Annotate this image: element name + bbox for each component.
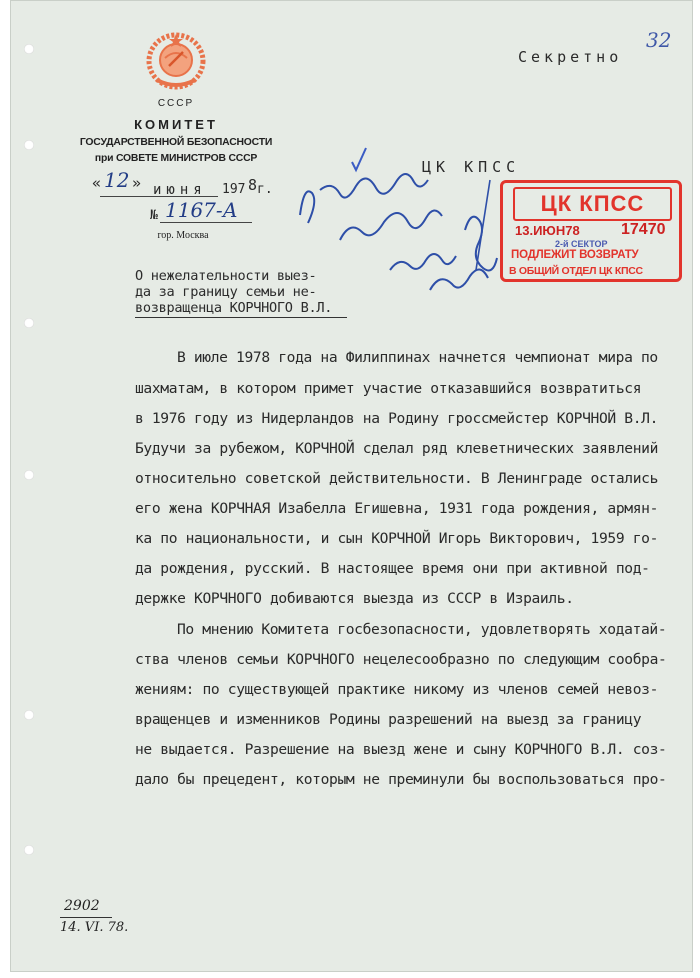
body-line: По мнению Комитета госбезопасности, удовлетворять ходатай- (177, 621, 667, 638)
stamp-sector: 2-й СЕКТОР (555, 239, 608, 249)
body-line: относительно советской действительности. В Ленинграде остались (135, 470, 659, 487)
body-line: Будучи за рубежом, КОРЧНОЙ сделал ряд клеветнических заявлений (135, 440, 659, 457)
subject-line: возвращенца КОРЧНОГО В.Л. (135, 300, 333, 316)
footer-reg-date: 14. VI. 78. (60, 920, 129, 935)
footer-divider (60, 917, 112, 918)
body-line: жениям: по существующей практике никому из членов семей невоз- (135, 681, 659, 698)
body-line: шахматам, в котором примет участие отказавшийся возвратиться (135, 380, 642, 397)
body-line: дало бы прецедент, которым не преминули бы воспользоваться про- (135, 771, 667, 788)
body-line: держке КОРЧНОГО добиваются выезда из СССР в Израиль. (135, 590, 574, 607)
body-line: не выдается. Разрешение на выезд жене и сыну КОРЧНОГО В.Л. соз- (135, 741, 667, 758)
stamp-title: ЦК КПСС (513, 187, 672, 221)
date-close-quote: » (132, 174, 142, 192)
page-number: 32 (646, 28, 672, 52)
number-prefix: № (150, 208, 158, 223)
punch-hole (24, 470, 34, 480)
stamp-date: 13.ИЮН78 (515, 223, 580, 238)
date-day: 12 (104, 168, 130, 192)
punch-hole (24, 140, 34, 150)
header-org-line2: при СОВЕТЕ МИНИСТРОВ СССР (94, 153, 258, 164)
body-line: ка по национальности, и сын КОРЧНОЙ Игорь Викторович, 1959 го- (135, 530, 659, 547)
number-underline (160, 222, 252, 223)
date-month: июня (153, 182, 207, 198)
date-underline (100, 196, 218, 197)
stamp-reg-number: 17470 (621, 221, 666, 238)
subject-line: О нежелательности выез- (135, 268, 317, 284)
stamp-dept-line: В ОБЩИЙ ОТДЕЛ ЦК КПСС (509, 265, 643, 277)
date-open-quote: « (92, 174, 102, 192)
stamp-return-line: ПОДЛЕЖИТ ВОЗВРАТУ (511, 249, 639, 261)
body-line: ства членов семьи КОРЧНОГО нецелесообразно по следующим сообра- (135, 651, 667, 668)
footer-reg-number: 2902 (64, 898, 100, 914)
document-number: 1167-А (165, 198, 238, 222)
recipient: ЦК КПСС (422, 158, 521, 176)
body-line: его жена КОРЧНАЯ Изабелла Егишевна, 1931 года рождения, армян- (135, 500, 659, 517)
header-committee: КОМИТЕТ (134, 117, 218, 132)
handwritten-resolution (280, 120, 520, 320)
body-line: в 1976 году из Нидерландов на Родину гроссмейстер КОРЧНОЙ В.Л. (135, 410, 659, 427)
date-year-suffix: 8 (248, 176, 258, 194)
body-line: да рождения, русский. В настоящее время они при активной под- (135, 560, 650, 577)
date-g: г. (257, 182, 273, 197)
subject-line: да за границу семьи не- (135, 284, 317, 300)
punch-hole (24, 44, 34, 54)
punch-hole (24, 710, 34, 720)
body-line: вращенцев и изменников Родины разрешений на выезд за границу (135, 711, 642, 728)
header-org-line1: ГОСУДАРСТВЕННОЙ БЕЗОПАСНОСТИ (79, 137, 273, 148)
ussr-emblem-icon (143, 26, 209, 92)
document-page (10, 0, 693, 972)
registration-stamp (500, 180, 682, 282)
date-year-prefix: 197 (222, 182, 246, 197)
header-place: гор. Москва (157, 230, 209, 241)
classification-label: Секретно (518, 48, 623, 66)
punch-hole (24, 845, 34, 855)
body-line: В июле 1978 года на Филиппинах начнется чемпионат мира по (177, 349, 658, 366)
header-country: СССР (157, 98, 195, 109)
punch-hole (24, 318, 34, 328)
